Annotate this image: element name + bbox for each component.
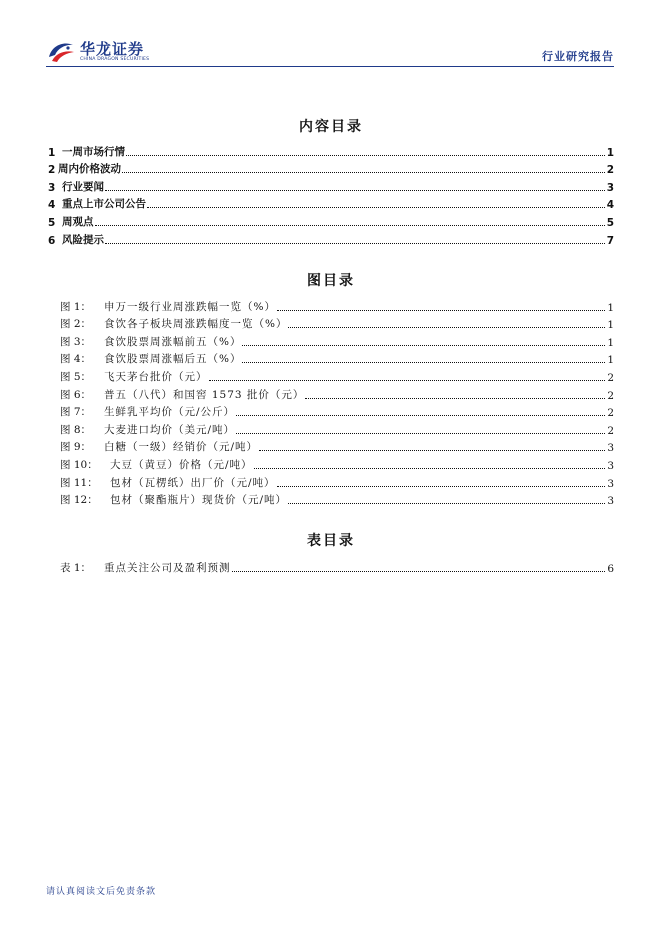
figure-entry[interactable] xyxy=(48,331,614,349)
header-divider xyxy=(46,66,614,67)
entry-number: 图 12： xyxy=(60,494,98,507)
entry-page: 1 xyxy=(607,354,614,367)
entry-number: 图 5： xyxy=(60,370,92,383)
logo-english-name: CHINA DRAGON SECURITIES xyxy=(80,57,150,62)
entry-page: 7 xyxy=(606,234,614,247)
entry-label: 白糖（一级）经销价（元/吨） xyxy=(104,441,259,454)
contents-entry[interactable] xyxy=(48,211,614,229)
entry-page: 3 xyxy=(607,459,614,472)
leader-dots xyxy=(259,449,605,451)
entry-number: 1 xyxy=(48,146,56,159)
entry-page: 4 xyxy=(606,199,614,212)
leader-dots xyxy=(232,570,606,572)
entry-label: 周内价格波动 xyxy=(58,163,121,176)
leader-dots xyxy=(209,379,606,381)
figure-entry[interactable] xyxy=(48,314,614,332)
entry-page: 2 xyxy=(607,371,614,384)
entry-number: 图 7： xyxy=(60,406,92,419)
entry-number: 2 xyxy=(48,164,56,177)
contents-entry[interactable] xyxy=(48,229,614,247)
figure-entry[interactable] xyxy=(48,490,614,508)
entry-number: 图 8： xyxy=(60,423,92,436)
leader-dots xyxy=(236,414,605,416)
figure-entry[interactable] xyxy=(48,402,614,420)
entry-number: 图 3： xyxy=(60,335,92,348)
figure-entry[interactable] xyxy=(48,349,614,367)
entry-number: 图 6： xyxy=(60,388,92,401)
entry-label: 重点上市公司公告 xyxy=(62,198,146,211)
logo-chinese-name: 华龙证券 xyxy=(80,40,145,58)
entry-label: 申万一级行业周涨跌幅一览（%） xyxy=(104,300,276,313)
figures-list xyxy=(48,296,614,507)
table-entry[interactable] xyxy=(48,557,614,575)
leader-dots xyxy=(147,206,605,208)
leader-dots xyxy=(95,224,606,226)
figures-title: 图目录 xyxy=(307,273,355,289)
leader-dots xyxy=(126,154,605,156)
figure-entry[interactable] xyxy=(48,296,614,314)
figure-entry[interactable] xyxy=(48,384,614,402)
entry-page: 1 xyxy=(607,319,614,332)
report-type-label: 行业研究报告 xyxy=(542,50,614,63)
entry-page: 2 xyxy=(607,389,614,402)
entry-page: 1 xyxy=(607,336,614,349)
entry-page: 3 xyxy=(607,477,614,490)
entry-number: 图 2： xyxy=(60,318,92,331)
entry-number: 图 9： xyxy=(60,441,92,454)
entry-number: 4 xyxy=(48,199,56,212)
entry-page: 3 xyxy=(607,495,614,508)
entry-label: 大豆（黄豆）价格（元/吨） xyxy=(110,458,253,471)
entry-page: 1 xyxy=(606,146,614,159)
leader-dots xyxy=(242,344,605,346)
dragon-logo-icon xyxy=(46,39,76,65)
entry-page: 1 xyxy=(607,301,614,314)
entry-page: 2 xyxy=(607,407,614,420)
entry-page: 3 xyxy=(607,442,614,455)
entry-number: 5 xyxy=(48,216,56,229)
leader-dots xyxy=(105,189,605,191)
contents-entry[interactable] xyxy=(48,159,614,177)
company-logo xyxy=(46,38,149,66)
entry-number: 3 xyxy=(48,181,56,194)
entry-label: 普五（八代）和国窖 1573 批价（元） xyxy=(104,388,305,401)
leader-dots xyxy=(236,432,605,434)
leader-dots xyxy=(105,242,605,244)
entry-page: 6 xyxy=(607,562,614,575)
contents-entry[interactable] xyxy=(48,194,614,212)
entry-page: 5 xyxy=(606,216,614,229)
figure-entry[interactable] xyxy=(48,454,614,472)
contents-entry[interactable] xyxy=(48,141,614,159)
disclaimer-footer: 请认真阅读文后免责条款 xyxy=(46,887,157,897)
entry-page: 2 xyxy=(606,164,614,177)
figure-entry[interactable] xyxy=(48,437,614,455)
entry-label: 行业要闻 xyxy=(62,180,104,193)
contents-list xyxy=(48,141,614,247)
figure-entry[interactable] xyxy=(48,366,614,384)
entry-label: 大麦进口均价（美元/吨） xyxy=(104,423,236,436)
entry-label: 周观点 xyxy=(62,215,94,228)
figure-entry[interactable] xyxy=(48,472,614,490)
leader-dots xyxy=(277,309,605,311)
entry-number: 图 10： xyxy=(60,458,98,471)
page-header xyxy=(46,38,614,66)
entry-label: 风险提示 xyxy=(62,233,104,246)
entry-label: 重点关注公司及盈利预测 xyxy=(104,561,231,574)
tables-list xyxy=(48,557,614,575)
entry-label: 飞天茅台批价（元） xyxy=(104,370,208,383)
leader-dots xyxy=(242,361,605,363)
leader-dots xyxy=(277,485,605,487)
entry-label: 包材（聚酯瓶片）现货价（元/吨） xyxy=(110,494,288,507)
leader-dots xyxy=(288,326,605,328)
figure-entry[interactable] xyxy=(48,419,614,437)
leader-dots xyxy=(288,502,605,504)
leader-dots xyxy=(122,171,605,173)
entry-label: 食饮各子板块周涨跌幅度一览（%） xyxy=(104,318,288,331)
contents-title: 内容目录 xyxy=(299,119,363,135)
leader-dots xyxy=(305,397,605,399)
leader-dots xyxy=(254,467,605,469)
tables-title: 表目录 xyxy=(307,533,355,549)
entry-label: 生鲜乳平均价（元/公斤） xyxy=(104,406,236,419)
entry-label: 一周市场行情 xyxy=(62,145,125,158)
contents-entry[interactable] xyxy=(48,176,614,194)
entry-number: 6 xyxy=(48,234,56,247)
entry-number: 表 1： xyxy=(60,561,92,574)
entry-page: 2 xyxy=(607,424,614,437)
entry-page: 3 xyxy=(606,181,614,194)
entry-number: 图 1： xyxy=(60,300,92,313)
entry-number: 图 4： xyxy=(60,353,92,366)
entry-number: 图 11： xyxy=(60,476,98,489)
entry-label: 包材（瓦楞纸）出厂价（元/吨） xyxy=(110,476,276,489)
entry-label: 食饮股票周涨幅前五（%） xyxy=(104,335,242,348)
entry-label: 食饮股票周涨幅后五（%） xyxy=(104,353,242,366)
